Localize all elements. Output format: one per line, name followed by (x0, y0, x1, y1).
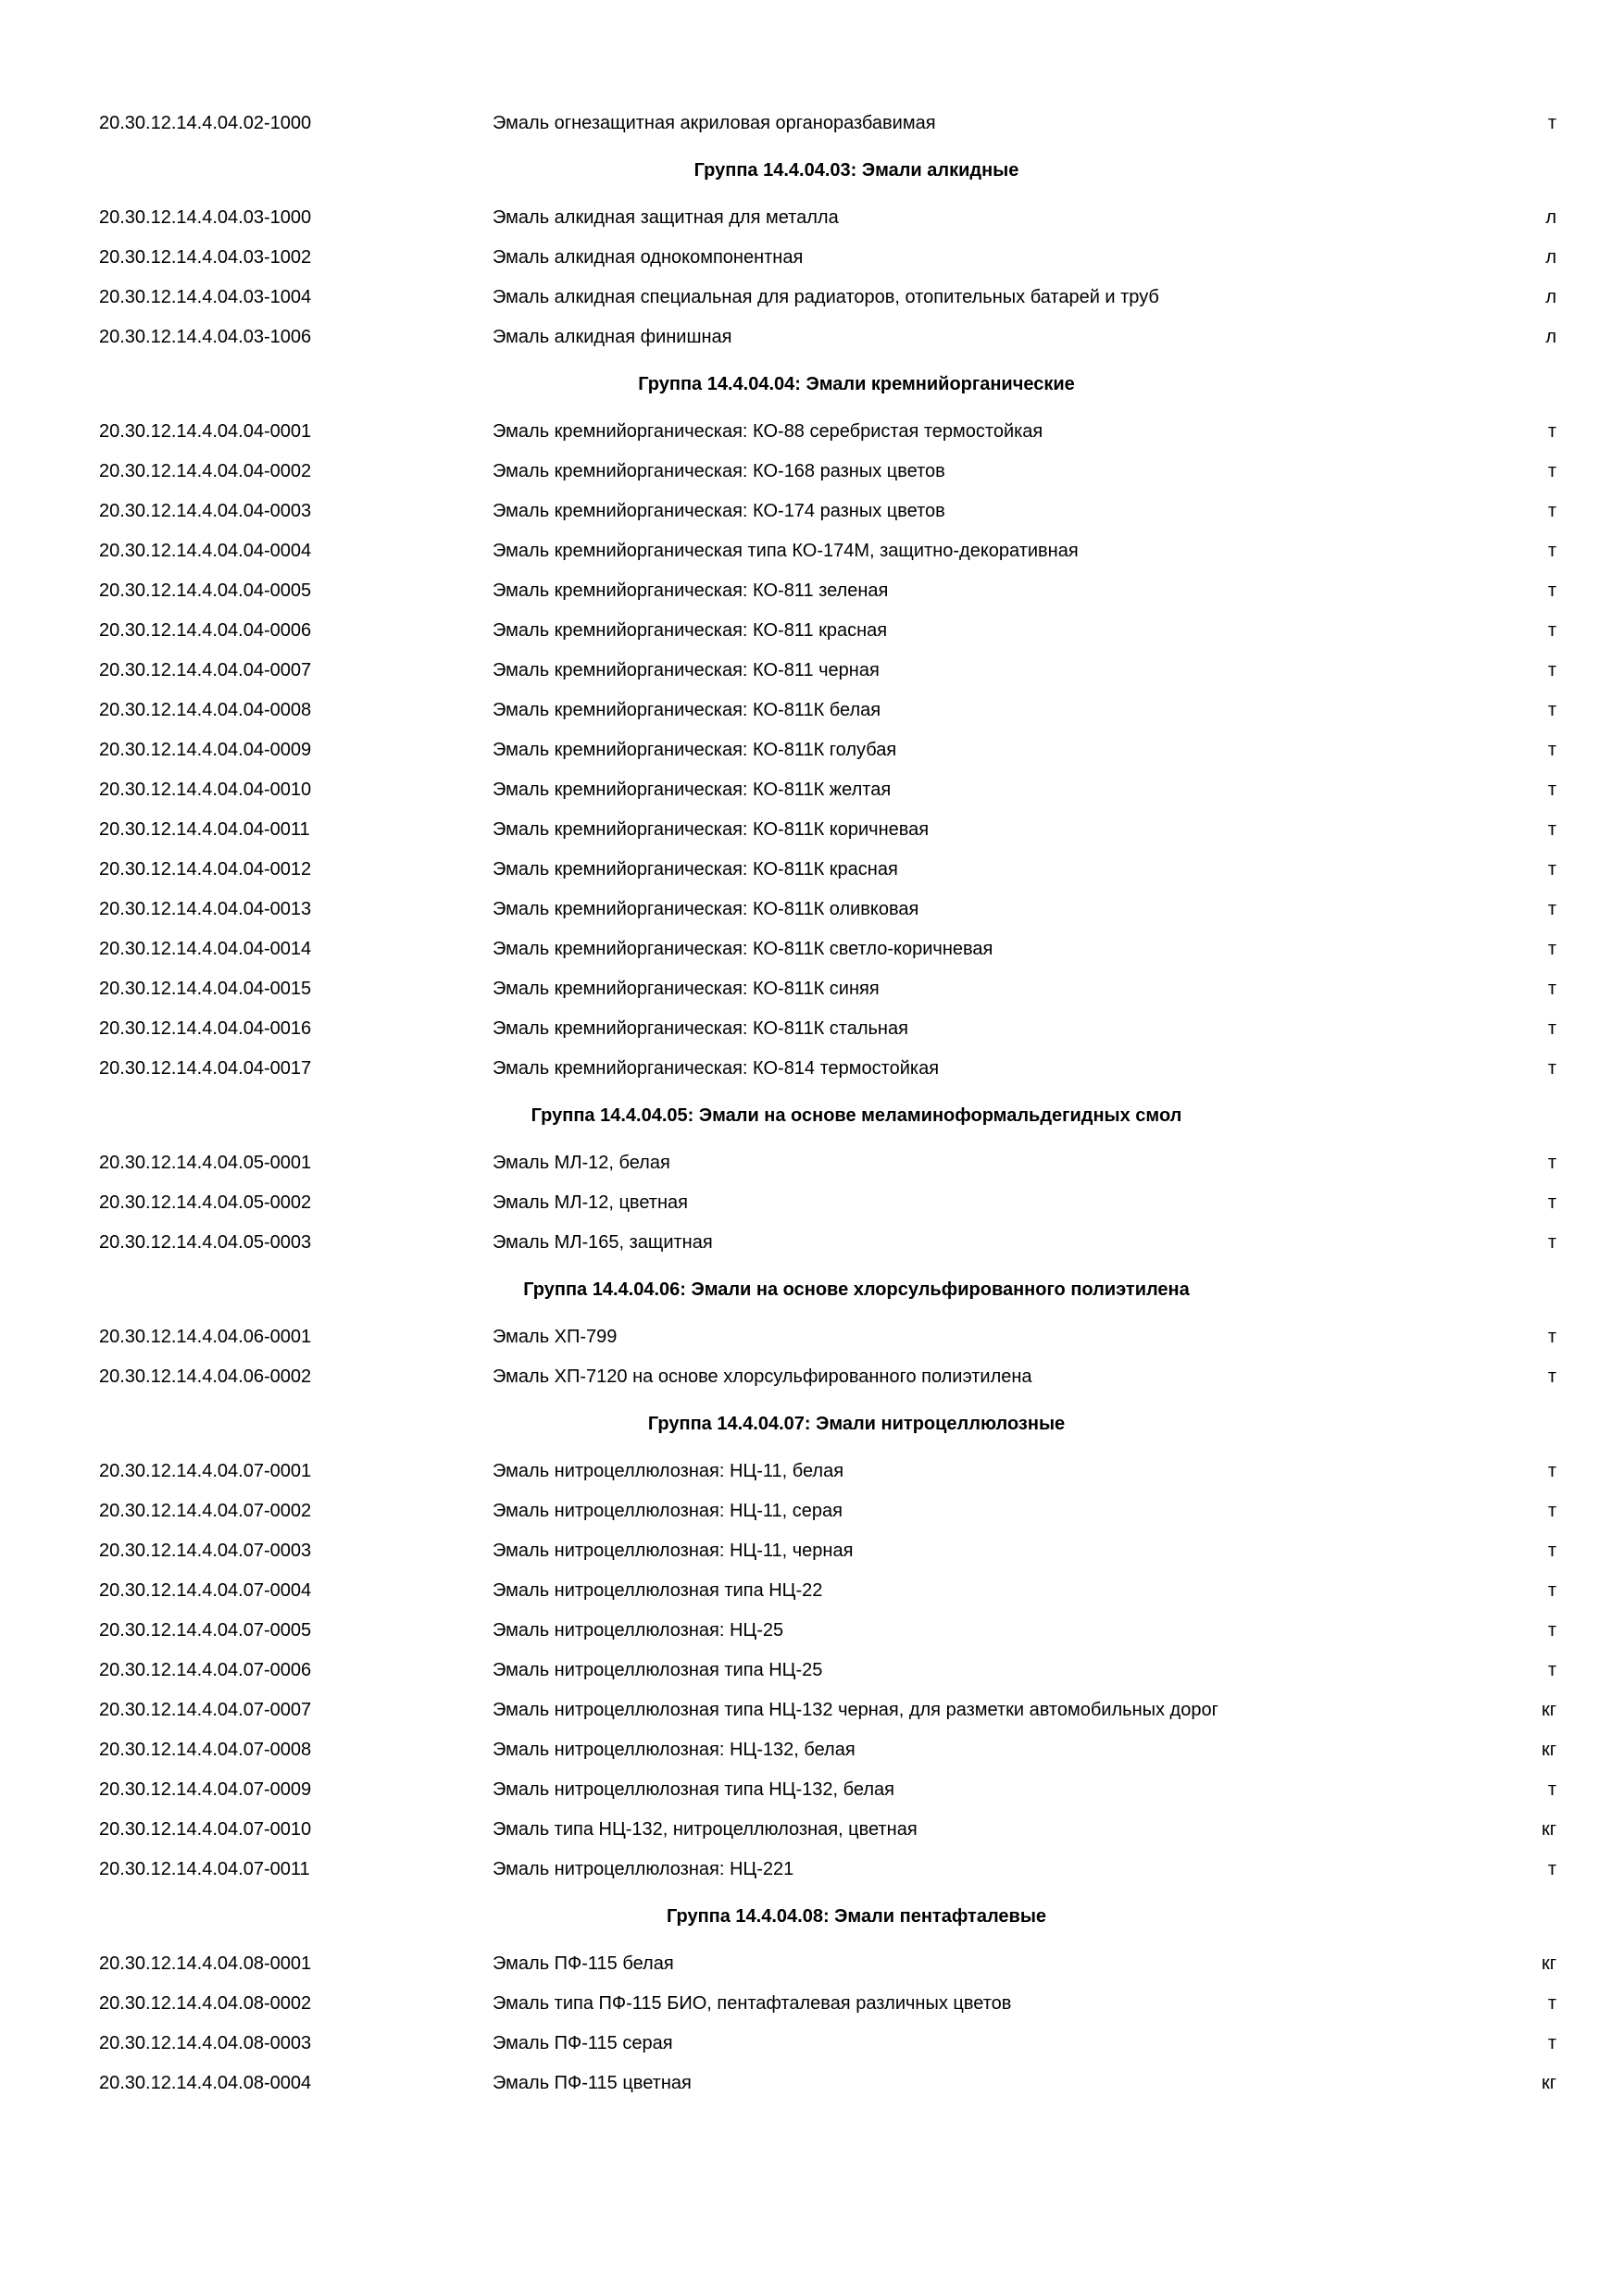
material-unit: кг (1541, 1953, 1556, 1974)
material-unit: т (1547, 1993, 1556, 2014)
material-row (0, 452, 1624, 492)
material-unit: т (1547, 1501, 1556, 1521)
material-row (0, 1810, 1624, 1850)
material-name: Эмаль алкидная специальная для радиаторов, отопительных батарей и труб (493, 287, 1159, 307)
material-code: 20.30.12.14.4.04.03-1006 (99, 327, 312, 347)
material-code: 20.30.12.14.4.04.06-0001 (99, 1327, 312, 1347)
material-code: 20.30.12.14.4.04.04-0009 (99, 740, 312, 760)
material-name: Эмаль алкидная финишная (493, 327, 732, 347)
material-name: Эмаль алкидная защитная для металла (493, 207, 839, 228)
material-code: 20.30.12.14.4.04.04-0007 (99, 660, 312, 680)
material-row (0, 1651, 1624, 1691)
material-row (0, 2024, 1624, 2064)
material-unit: т (1547, 1192, 1556, 1213)
material-row (0, 1770, 1624, 1810)
group-heading: Группа 14.4.04.04: Эмали кремнийорганические (638, 374, 1075, 394)
material-code: 20.30.12.14.4.04.04-0015 (99, 979, 312, 999)
material-name: Эмаль огнезащитная акриловая органоразбавимая (493, 113, 936, 133)
material-name: Эмаль нитроцеллюлозная: НЦ-11, черная (493, 1541, 854, 1561)
material-row (0, 930, 1624, 969)
material-unit: т (1547, 1058, 1556, 1079)
material-unit: т (1547, 819, 1556, 840)
material-unit: т (1547, 1461, 1556, 1481)
material-name: Эмаль ПФ-115 белая (493, 1953, 674, 1974)
material-name: Эмаль нитроцеллюлозная: НЦ-11, серая (493, 1501, 843, 1521)
material-code: 20.30.12.14.4.04.02-1000 (99, 113, 312, 133)
material-name: Эмаль кремнийорганическая: КО-811К белая (493, 700, 881, 720)
material-name: Эмаль ПФ-115 серая (493, 2033, 673, 2053)
material-name: Эмаль нитроцеллюлозная: НЦ-221 (493, 1859, 794, 1879)
material-name: Эмаль МЛ-12, цветная (493, 1192, 688, 1213)
material-name: Эмаль нитроцеллюлозная типа НЦ-132, белая (493, 1779, 894, 1800)
material-name: Эмаль кремнийорганическая: КО-811К красная (493, 859, 898, 880)
material-code: 20.30.12.14.4.04.07-0005 (99, 1620, 312, 1641)
material-name: Эмаль МЛ-12, белая (493, 1153, 670, 1173)
material-unit: т (1547, 1327, 1556, 1347)
material-code: 20.30.12.14.4.04.03-1000 (99, 207, 312, 228)
material-code: 20.30.12.14.4.04.03-1004 (99, 287, 312, 307)
material-name: Эмаль нитроцеллюлозная: НЦ-11, белая (493, 1461, 844, 1481)
material-code: 20.30.12.14.4.04.04-0002 (99, 461, 312, 481)
material-row (0, 492, 1624, 531)
material-row (0, 1730, 1624, 1770)
material-name: Эмаль типа НЦ-132, нитроцеллюлозная, цветная (493, 1819, 918, 1840)
material-code: 20.30.12.14.4.04.07-0004 (99, 1580, 312, 1601)
material-name: Эмаль кремнийорганическая: КО-811К коричневая (493, 819, 930, 840)
material-unit: т (1547, 740, 1556, 760)
material-row (0, 691, 1624, 730)
material-unit: т (1547, 859, 1556, 880)
material-unit: т (1547, 939, 1556, 959)
material-row (0, 1317, 1624, 1357)
material-name: Эмаль МЛ-165, защитная (493, 1232, 713, 1253)
material-row (0, 1850, 1624, 1890)
material-code: 20.30.12.14.4.04.08-0003 (99, 2033, 312, 2053)
material-row (0, 238, 1624, 278)
material-name: Эмаль кремнийорганическая: КО-811К оливковая (493, 899, 919, 919)
material-code: 20.30.12.14.4.04.07-0002 (99, 1501, 312, 1521)
material-unit: т (1547, 1366, 1556, 1387)
material-code: 20.30.12.14.4.04.03-1002 (99, 247, 312, 268)
material-code: 20.30.12.14.4.04.07-0008 (99, 1740, 312, 1760)
material-unit: л (1545, 207, 1556, 228)
material-unit: т (1547, 780, 1556, 800)
material-name: Эмаль кремнийорганическая: КО-811К голубая (493, 740, 897, 760)
material-code: 20.30.12.14.4.04.08-0002 (99, 1993, 312, 2014)
material-unit: т (1547, 1541, 1556, 1561)
material-row (0, 969, 1624, 1009)
material-unit: т (1547, 700, 1556, 720)
material-code: 20.30.12.14.4.04.04-0016 (99, 1018, 312, 1039)
material-row (0, 1049, 1624, 1089)
material-code: 20.30.12.14.4.04.08-0004 (99, 2073, 312, 2093)
material-unit: т (1547, 541, 1556, 561)
material-unit: т (1547, 461, 1556, 481)
material-row (0, 104, 1624, 144)
material-row (0, 1531, 1624, 1571)
material-code: 20.30.12.14.4.04.04-0012 (99, 859, 312, 880)
material-code: 20.30.12.14.4.04.07-0001 (99, 1461, 312, 1481)
material-unit: т (1547, 1660, 1556, 1680)
material-row (0, 1984, 1624, 2024)
material-code: 20.30.12.14.4.04.07-0003 (99, 1541, 312, 1561)
material-unit: т (1547, 113, 1556, 133)
material-unit: л (1545, 247, 1556, 268)
material-name: Эмаль кремнийорганическая: КО-811 красная (493, 620, 888, 641)
material-row (0, 531, 1624, 571)
material-name: Эмаль кремнийорганическая: КО-88 серебристая термостойкая (493, 421, 1043, 442)
material-code: 20.30.12.14.4.04.07-0007 (99, 1700, 312, 1720)
material-unit: т (1547, 1018, 1556, 1039)
material-code: 20.30.12.14.4.04.08-0001 (99, 1953, 312, 1974)
material-row (0, 2064, 1624, 2103)
material-row (0, 1571, 1624, 1611)
material-unit: т (1547, 979, 1556, 999)
material-name: Эмаль нитроцеллюлозная типа НЦ-22 (493, 1580, 823, 1601)
material-name: Эмаль нитроцеллюлозная: НЦ-25 (493, 1620, 784, 1641)
material-name: Эмаль кремнийорганическая: КО-174 разных цветов (493, 501, 945, 521)
material-name: Эмаль кремнийорганическая: КО-814 термостойкая (493, 1058, 940, 1079)
material-row (0, 1611, 1624, 1651)
group-heading: Группа 14.4.04.08: Эмали пентафталевые (666, 1906, 1047, 1927)
material-row (0, 571, 1624, 611)
material-code: 20.30.12.14.4.04.06-0002 (99, 1366, 312, 1387)
material-name: Эмаль кремнийорганическая: КО-811 черная (493, 660, 880, 680)
material-row (0, 1944, 1624, 1984)
material-name: Эмаль кремнийорганическая типа КО-174М, защитно-декоративная (493, 541, 1079, 561)
material-name: Эмаль кремнийорганическая: КО-811К синяя (493, 979, 880, 999)
material-unit: кг (1541, 1819, 1556, 1840)
group-heading: Группа 14.4.04.07: Эмали нитроцеллюлозные (647, 1414, 1066, 1434)
material-row (0, 1223, 1624, 1263)
material-code: 20.30.12.14.4.04.04-0017 (99, 1058, 312, 1079)
material-code: 20.30.12.14.4.04.04-0001 (99, 421, 312, 442)
material-row (0, 412, 1624, 452)
material-unit: т (1547, 899, 1556, 919)
material-unit: т (1547, 660, 1556, 680)
material-row (0, 318, 1624, 357)
material-name: Эмаль кремнийорганическая: КО-168 разных цветов (493, 461, 945, 481)
material-row (0, 890, 1624, 930)
material-row (0, 1491, 1624, 1531)
material-unit: т (1547, 1153, 1556, 1173)
material-unit: т (1547, 1859, 1556, 1879)
material-unit: т (1547, 620, 1556, 641)
material-code: 20.30.12.14.4.04.05-0001 (99, 1153, 312, 1173)
material-code: 20.30.12.14.4.04.04-0005 (99, 580, 312, 601)
group-heading: Группа 14.4.04.06: Эмали на основе хлорсульфированного полиэтилена (523, 1279, 1190, 1300)
material-name: Эмаль нитроцеллюлозная типа НЦ-25 (493, 1660, 823, 1680)
material-name: Эмаль ХП-799 (493, 1327, 618, 1347)
material-unit: л (1545, 287, 1556, 307)
material-code: 20.30.12.14.4.04.04-0014 (99, 939, 312, 959)
material-name: Эмаль кремнийорганическая: КО-811 зеленая (493, 580, 889, 601)
material-row (0, 1357, 1624, 1397)
material-unit: т (1547, 2033, 1556, 2053)
material-unit: т (1547, 421, 1556, 442)
material-code: 20.30.12.14.4.04.04-0010 (99, 780, 312, 800)
material-row (0, 278, 1624, 318)
material-code: 20.30.12.14.4.04.04-0013 (99, 899, 312, 919)
material-name: Эмаль нитроцеллюлозная типа НЦ-132 черная, для разметки автомобильных дорог (493, 1700, 1218, 1720)
group-heading: Группа 14.4.04.03: Эмали алкидные (693, 160, 1019, 181)
material-name: Эмаль кремнийорганическая: КО-811К стальная (493, 1018, 908, 1039)
material-code: 20.30.12.14.4.04.07-0010 (99, 1819, 312, 1840)
material-row (0, 1183, 1624, 1223)
material-code: 20.30.12.14.4.04.07-0009 (99, 1779, 312, 1800)
material-row (0, 651, 1624, 691)
material-unit: т (1547, 1779, 1556, 1800)
material-code: 20.30.12.14.4.04.07-0006 (99, 1660, 312, 1680)
material-listing (0, 104, 1624, 2103)
material-row (0, 198, 1624, 238)
material-code: 20.30.12.14.4.04.04-0004 (99, 541, 312, 561)
material-row (0, 850, 1624, 890)
material-row (0, 1009, 1624, 1049)
material-code: 20.30.12.14.4.04.04-0008 (99, 700, 312, 720)
material-row (0, 810, 1624, 850)
material-unit: т (1547, 580, 1556, 601)
material-unit: т (1547, 1232, 1556, 1253)
material-row (0, 1691, 1624, 1730)
material-code: 20.30.12.14.4.04.05-0002 (99, 1192, 312, 1213)
material-unit: т (1547, 1620, 1556, 1641)
material-code: 20.30.12.14.4.04.04-0003 (99, 501, 312, 521)
material-row (0, 1452, 1624, 1491)
material-row (0, 730, 1624, 770)
material-name: Эмаль ПФ-115 цветная (493, 2073, 692, 2093)
material-name: Эмаль ХП-7120 на основе хлорсульфированного полиэтилена (493, 1366, 1032, 1387)
material-name: Эмаль нитроцеллюлозная: НЦ-132, белая (493, 1740, 856, 1760)
material-name: Эмаль типа ПФ-115 БИО, пентафталевая различных цветов (493, 1993, 1012, 2014)
material-unit: кг (1541, 1700, 1556, 1720)
material-unit: л (1545, 327, 1556, 347)
material-row (0, 770, 1624, 810)
material-code: 20.30.12.14.4.04.07-0011 (99, 1859, 310, 1879)
material-name: Эмаль кремнийорганическая: КО-811К желтая (493, 780, 892, 800)
material-row (0, 1143, 1624, 1183)
material-code: 20.30.12.14.4.04.04-0006 (99, 620, 312, 641)
material-unit: т (1547, 501, 1556, 521)
material-unit: т (1547, 1580, 1556, 1601)
material-row (0, 611, 1624, 651)
material-code: 20.30.12.14.4.04.05-0003 (99, 1232, 312, 1253)
material-unit: кг (1541, 2073, 1556, 2093)
material-code: 20.30.12.14.4.04.04-0011 (99, 819, 310, 840)
material-unit: кг (1541, 1740, 1556, 1760)
material-name: Эмаль алкидная однокомпонентная (493, 247, 804, 268)
group-heading: Группа 14.4.04.05: Эмали на основе меламиноформальдегидных смол (531, 1105, 1182, 1126)
material-name: Эмаль кремнийорганическая: КО-811К светло-коричневая (493, 939, 993, 959)
